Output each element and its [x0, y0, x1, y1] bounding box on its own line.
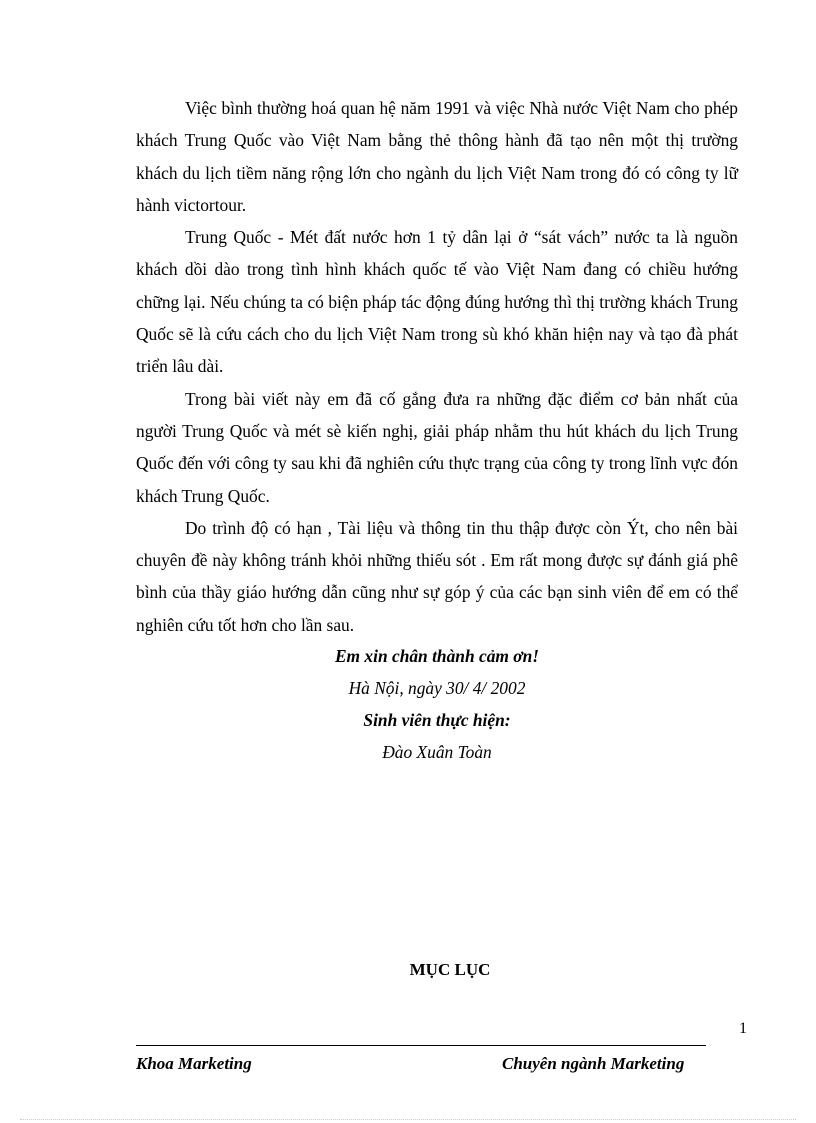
body-text [136, 92, 738, 641]
footer-right-text: Chuyên ngành Marketing [502, 1054, 685, 1073]
page-number: 1 [739, 1020, 747, 1037]
closing-place-date: Hà Nội, ngày 30/ 4/ 2002 [348, 678, 526, 698]
footer-divider [136, 1045, 706, 1046]
paragraph-4: Do trình độ có hạn , Tài liệu và thông tin thu thập được còn Ýt, cho nên bài chuyên đề này không tránh khỏi những thiếu sót . Em rất mong được sự đánh giá phê bình của thầy giáo hướng dẫn cũng như sự góp ý của các bạn sinh viên để em có thể nghiên cứu tốt hơn cho lần sau. [136, 517, 738, 635]
closing-thanks: Em xin chân thành cảm ơn! [334, 646, 540, 666]
paragraph-2: Trung Quốc - Mét đất nước hơn 1 tỷ dân lại ở “sát vách” nước ta là nguồn khách dồi dào trong tình hình khách quốc tế vào Việt Nam đang có chiều hướng chững lại. Nếu chúng ta có biện pháp tác động đúng hướng thì thị trường khách Trung Quốc sẽ là cứu cách cho du lịch Việt Nam trong sù khó khăn hiện nay và tạo đà phát triển lâu dài. [136, 227, 738, 377]
paragraph-3: Trong bài viết này em đã cố gắng đưa ra những đặc điểm cơ bản nhất của người Trung Quốc và mét sè kiến nghị, giải pháp nhằm thu hút khách du lịch Trung Quốc đến với công ty sau khi đã nghiên cứu thực trạng của công ty trong lĩnh vực đón khách Trung Quốc. [136, 388, 738, 506]
closing-signer-name: Đào Xuân Toàn [382, 742, 492, 762]
paragraph-1: Việc bình thường hoá quan hệ năm 1991 và việc Nhà nước Việt Nam cho phép khách Trung Quốc vào Việt Nam bằng thẻ thông hành đã tạo nên một thị trường khách du lịch tiềm năng rộng lớn cho ngành du lịch Việt Nam trong đó có công ty lữ hành victortour. [136, 98, 738, 215]
toc-title: MỤC LỤC [409, 960, 491, 979]
page-bottom-edge [20, 1119, 796, 1120]
closing-signer-label: Sinh viên thực hiện: [363, 710, 511, 730]
footer-left-text: Khoa Marketing [136, 1054, 252, 1073]
